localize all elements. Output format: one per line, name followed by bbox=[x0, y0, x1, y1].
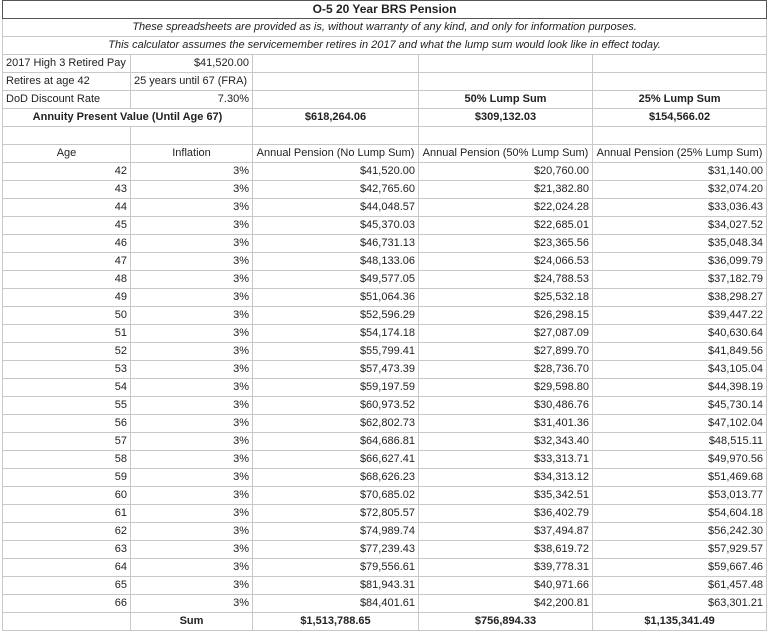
lump-50-cell[interactable]: $24,066.53 bbox=[419, 253, 593, 271]
lump-50-cell[interactable]: $22,685.01 bbox=[419, 217, 593, 235]
empty-cell bbox=[593, 127, 767, 145]
age-cell[interactable]: 44 bbox=[3, 199, 131, 217]
table-row bbox=[3, 361, 767, 379]
inflation-cell[interactable]: 3% bbox=[131, 487, 253, 505]
lump-50-cell[interactable]: $21,382.80 bbox=[419, 181, 593, 199]
no-lump-cell[interactable]: $42,765.60 bbox=[253, 181, 419, 199]
inflation-cell[interactable]: 3% bbox=[131, 433, 253, 451]
table-row bbox=[3, 559, 767, 577]
table-row bbox=[3, 253, 767, 271]
table-row bbox=[3, 181, 767, 199]
age-cell[interactable]: 54 bbox=[3, 379, 131, 397]
table-row bbox=[3, 325, 767, 343]
lump-25-cell[interactable]: $32,074.20 bbox=[593, 181, 767, 199]
sum-no-lump-cell[interactable]: $1,513,788.65 bbox=[253, 613, 419, 631]
lump-50-cell[interactable]: $40,971.66 bbox=[419, 577, 593, 595]
lump-50-cell[interactable]: $36,402.79 bbox=[419, 505, 593, 523]
lump-50-cell[interactable]: $25,532.18 bbox=[419, 289, 593, 307]
high3-label: 2017 High 3 Retired Pay bbox=[3, 55, 131, 73]
inflation-cell[interactable]: 3% bbox=[131, 397, 253, 415]
lump-50-cell[interactable]: $31,401.36 bbox=[419, 415, 593, 433]
column-header-inflation: Inflation bbox=[131, 145, 253, 163]
age-cell[interactable]: 58 bbox=[3, 451, 131, 469]
inflation-cell[interactable]: 3% bbox=[131, 343, 253, 361]
inflation-cell[interactable]: 3% bbox=[131, 271, 253, 289]
age-cell[interactable]: 47 bbox=[3, 253, 131, 271]
age-cell[interactable]: 65 bbox=[3, 577, 131, 595]
table-row bbox=[3, 163, 767, 181]
lump-25-cell[interactable]: $34,027.52 bbox=[593, 217, 767, 235]
lump-25-cell[interactable]: $47,102.04 bbox=[593, 415, 767, 433]
table-row bbox=[3, 289, 767, 307]
lump-50-cell[interactable]: $22,024.28 bbox=[419, 199, 593, 217]
age-cell[interactable]: 62 bbox=[3, 523, 131, 541]
age-cell[interactable]: 66 bbox=[3, 595, 131, 613]
inflation-cell[interactable]: 3% bbox=[131, 541, 253, 559]
lump-25-cell[interactable]: $41,849.56 bbox=[593, 343, 767, 361]
inflation-cell[interactable]: 3% bbox=[131, 577, 253, 595]
retire-age-label: Retires at age 42 bbox=[3, 73, 131, 91]
no-lump-cell[interactable]: $51,064.36 bbox=[253, 289, 419, 307]
lump-50-cell[interactable]: $28,736.70 bbox=[419, 361, 593, 379]
lump-50-cell[interactable]: $24,788.53 bbox=[419, 271, 593, 289]
no-lump-cell[interactable]: $48,133.06 bbox=[253, 253, 419, 271]
pension-rows bbox=[3, 163, 767, 613]
lump-50-cell[interactable]: $42,200.81 bbox=[419, 595, 593, 613]
no-lump-cell[interactable]: $79,556.61 bbox=[253, 559, 419, 577]
inflation-cell[interactable]: 3% bbox=[131, 361, 253, 379]
no-lump-cell[interactable]: $49,577.05 bbox=[253, 271, 419, 289]
high3-value-cell[interactable]: $41,520.00 bbox=[131, 55, 253, 73]
empty-cell bbox=[253, 73, 419, 91]
empty-cell bbox=[253, 55, 419, 73]
lump-50-cell[interactable]: $34,313.12 bbox=[419, 469, 593, 487]
empty-cell bbox=[419, 127, 593, 145]
age-cell[interactable]: 52 bbox=[3, 343, 131, 361]
inflation-cell[interactable]: 3% bbox=[131, 199, 253, 217]
age-cell[interactable]: 43 bbox=[3, 181, 131, 199]
lump-50-heading: 50% Lump Sum bbox=[419, 91, 593, 109]
lump-25-cell[interactable]: $44,398.19 bbox=[593, 379, 767, 397]
column-header-age: Age bbox=[3, 145, 131, 163]
no-lump-cell[interactable]: $77,239.43 bbox=[253, 541, 419, 559]
age-cell[interactable]: 48 bbox=[3, 271, 131, 289]
no-lump-cell[interactable]: $55,799.41 bbox=[253, 343, 419, 361]
pension-spreadsheet bbox=[2, 0, 767, 631]
lump-25-cell[interactable]: $59,667.46 bbox=[593, 559, 767, 577]
annuity-present-value-label: Annuity Present Value (Until Age 67) bbox=[3, 109, 253, 127]
lump-50-cell[interactable]: $37,494.87 bbox=[419, 523, 593, 541]
lump-50-cell[interactable]: $23,365.56 bbox=[419, 235, 593, 253]
lump-50-cell[interactable]: $29,598.80 bbox=[419, 379, 593, 397]
inflation-cell[interactable]: 3% bbox=[131, 379, 253, 397]
inflation-cell[interactable]: 3% bbox=[131, 307, 253, 325]
lump-25-cell[interactable]: $53,013.77 bbox=[593, 487, 767, 505]
age-cell[interactable]: 61 bbox=[3, 505, 131, 523]
lump-25-cell[interactable]: $48,515.11 bbox=[593, 433, 767, 451]
inflation-cell[interactable]: 3% bbox=[131, 235, 253, 253]
empty-cell bbox=[593, 73, 767, 91]
age-cell[interactable]: 51 bbox=[3, 325, 131, 343]
empty-cell bbox=[131, 127, 253, 145]
table-row bbox=[3, 433, 767, 451]
age-cell[interactable]: 55 bbox=[3, 397, 131, 415]
lump-50-cell[interactable]: $32,343.40 bbox=[419, 433, 593, 451]
empty-cell bbox=[593, 55, 767, 73]
sum-lump-25-cell[interactable]: $1,135,341.49 bbox=[593, 613, 767, 631]
lump-50-cell[interactable]: $35,342.51 bbox=[419, 487, 593, 505]
no-lump-cell[interactable]: $41,520.00 bbox=[253, 163, 419, 181]
lump-25-cell[interactable]: $40,630.64 bbox=[593, 325, 767, 343]
column-header-lump-25: Annual Pension (25% Lump Sum) bbox=[593, 145, 767, 163]
no-lump-cell[interactable]: $84,401.61 bbox=[253, 595, 419, 613]
table-row bbox=[3, 379, 767, 397]
table-row bbox=[3, 343, 767, 361]
column-header-no-lump: Annual Pension (No Lump Sum) bbox=[253, 145, 419, 163]
no-lump-cell[interactable]: $66,627.41 bbox=[253, 451, 419, 469]
table-row bbox=[3, 469, 767, 487]
sum-lump-50-cell[interactable]: $756,894.33 bbox=[419, 613, 593, 631]
age-cell[interactable]: 45 bbox=[3, 217, 131, 235]
table-row bbox=[3, 577, 767, 595]
lump-25-heading: 25% Lump Sum bbox=[593, 91, 767, 109]
inflation-cell[interactable]: 3% bbox=[131, 217, 253, 235]
inflation-cell[interactable]: 3% bbox=[131, 595, 253, 613]
lump-25-cell[interactable]: $33,036.43 bbox=[593, 199, 767, 217]
lump-25-cell[interactable]: $31,140.00 bbox=[593, 163, 767, 181]
lump-25-cell[interactable]: $38,298.27 bbox=[593, 289, 767, 307]
empty-cell bbox=[3, 613, 131, 631]
apv-50-cell[interactable]: $309,132.03 bbox=[419, 109, 593, 127]
table-row bbox=[3, 271, 767, 289]
age-cell[interactable]: 64 bbox=[3, 559, 131, 577]
inflation-cell[interactable]: 3% bbox=[131, 163, 253, 181]
discount-rate-value-cell[interactable]: 7.30% bbox=[131, 91, 253, 109]
inflation-cell[interactable]: 3% bbox=[131, 325, 253, 343]
age-cell[interactable]: 46 bbox=[3, 235, 131, 253]
lump-25-cell[interactable]: $39,447.22 bbox=[593, 307, 767, 325]
lump-25-cell[interactable]: $63,301.21 bbox=[593, 595, 767, 613]
inflation-cell[interactable]: 3% bbox=[131, 253, 253, 271]
age-cell[interactable]: 56 bbox=[3, 415, 131, 433]
no-lump-cell[interactable]: $59,197.59 bbox=[253, 379, 419, 397]
table-row bbox=[3, 595, 767, 613]
apv-25-cell[interactable]: $154,566.02 bbox=[593, 109, 767, 127]
no-lump-cell[interactable]: $54,174.18 bbox=[253, 325, 419, 343]
age-cell[interactable]: 42 bbox=[3, 163, 131, 181]
table-row bbox=[3, 505, 767, 523]
no-lump-cell[interactable]: $60,973.52 bbox=[253, 397, 419, 415]
lump-25-cell[interactable]: $36,099.79 bbox=[593, 253, 767, 271]
empty-cell bbox=[419, 73, 593, 91]
inflation-cell[interactable]: 3% bbox=[131, 451, 253, 469]
retire-age-value-cell[interactable]: 25 years until 67 (FRA) bbox=[131, 73, 253, 91]
age-cell[interactable]: 50 bbox=[3, 307, 131, 325]
lump-25-cell[interactable]: $61,457.48 bbox=[593, 577, 767, 595]
table-row bbox=[3, 397, 767, 415]
disclaimer-warranty: These spreadsheets are provided as is, without warranty of any kind, and only for information purposes. bbox=[3, 19, 767, 37]
no-lump-cell[interactable]: $57,473.39 bbox=[253, 361, 419, 379]
empty-cell bbox=[419, 55, 593, 73]
empty-cell bbox=[253, 91, 419, 109]
lump-25-cell[interactable]: $49,970.56 bbox=[593, 451, 767, 469]
lump-50-cell[interactable]: $26,298.15 bbox=[419, 307, 593, 325]
no-lump-cell[interactable]: $74,989.74 bbox=[253, 523, 419, 541]
table-row bbox=[3, 235, 767, 253]
inflation-cell[interactable]: 3% bbox=[131, 559, 253, 577]
apv-full-cell[interactable]: $618,264.06 bbox=[253, 109, 419, 127]
empty-cell bbox=[3, 127, 131, 145]
table-row bbox=[3, 523, 767, 541]
table-row bbox=[3, 487, 767, 505]
lump-50-cell[interactable]: $38,619.72 bbox=[419, 541, 593, 559]
lump-50-cell[interactable]: $39,778.31 bbox=[419, 559, 593, 577]
lump-50-cell[interactable]: $30,486.76 bbox=[419, 397, 593, 415]
age-cell[interactable]: 59 bbox=[3, 469, 131, 487]
sum-label: Sum bbox=[131, 613, 253, 631]
no-lump-cell[interactable]: $70,685.02 bbox=[253, 487, 419, 505]
discount-rate-label: DoD Discount Rate bbox=[3, 91, 131, 109]
sheet-title: O-5 20 Year BRS Pension bbox=[3, 1, 767, 19]
lump-50-cell[interactable]: $33,313.71 bbox=[419, 451, 593, 469]
inflation-cell[interactable]: 3% bbox=[131, 523, 253, 541]
empty-cell bbox=[253, 127, 419, 145]
no-lump-cell[interactable]: $81,943.31 bbox=[253, 577, 419, 595]
age-cell[interactable]: 63 bbox=[3, 541, 131, 559]
lump-25-cell[interactable]: $54,604.18 bbox=[593, 505, 767, 523]
lump-50-cell[interactable]: $27,899.70 bbox=[419, 343, 593, 361]
inflation-cell[interactable]: 3% bbox=[131, 505, 253, 523]
no-lump-cell[interactable]: $72,805.57 bbox=[253, 505, 419, 523]
no-lump-cell[interactable]: $62,802.73 bbox=[253, 415, 419, 433]
inflation-cell[interactable]: 3% bbox=[131, 469, 253, 487]
table-row bbox=[3, 541, 767, 559]
disclaimer-assumption: This calculator assumes the servicemember retires in 2017 and what the lump sum would look like in effect today. bbox=[3, 37, 767, 55]
lump-50-cell[interactable]: $27,087.09 bbox=[419, 325, 593, 343]
table-row bbox=[3, 415, 767, 433]
lump-25-cell[interactable]: $43,105.04 bbox=[593, 361, 767, 379]
no-lump-cell[interactable]: $46,731.13 bbox=[253, 235, 419, 253]
lump-25-cell[interactable]: $45,730.14 bbox=[593, 397, 767, 415]
no-lump-cell[interactable]: $52,596.29 bbox=[253, 307, 419, 325]
no-lump-cell[interactable]: $45,370.03 bbox=[253, 217, 419, 235]
lump-25-cell[interactable]: $57,929.57 bbox=[593, 541, 767, 559]
table-row bbox=[3, 451, 767, 469]
lump-25-cell[interactable]: $51,469.68 bbox=[593, 469, 767, 487]
inflation-cell[interactable]: 3% bbox=[131, 289, 253, 307]
lump-25-cell[interactable]: $35,048.34 bbox=[593, 235, 767, 253]
table-row bbox=[3, 307, 767, 325]
no-lump-cell[interactable]: $44,048.57 bbox=[253, 199, 419, 217]
age-cell[interactable]: 57 bbox=[3, 433, 131, 451]
lump-25-cell[interactable]: $56,242.30 bbox=[593, 523, 767, 541]
table-row bbox=[3, 199, 767, 217]
age-cell[interactable]: 53 bbox=[3, 361, 131, 379]
inflation-cell[interactable]: 3% bbox=[131, 181, 253, 199]
no-lump-cell[interactable]: $64,686.81 bbox=[253, 433, 419, 451]
lump-50-cell[interactable]: $20,760.00 bbox=[419, 163, 593, 181]
column-header-lump-50: Annual Pension (50% Lump Sum) bbox=[419, 145, 593, 163]
no-lump-cell[interactable]: $68,626.23 bbox=[253, 469, 419, 487]
table-row bbox=[3, 217, 767, 235]
inflation-cell[interactable]: 3% bbox=[131, 415, 253, 433]
age-cell[interactable]: 60 bbox=[3, 487, 131, 505]
lump-25-cell[interactable]: $37,182.79 bbox=[593, 271, 767, 289]
age-cell[interactable]: 49 bbox=[3, 289, 131, 307]
